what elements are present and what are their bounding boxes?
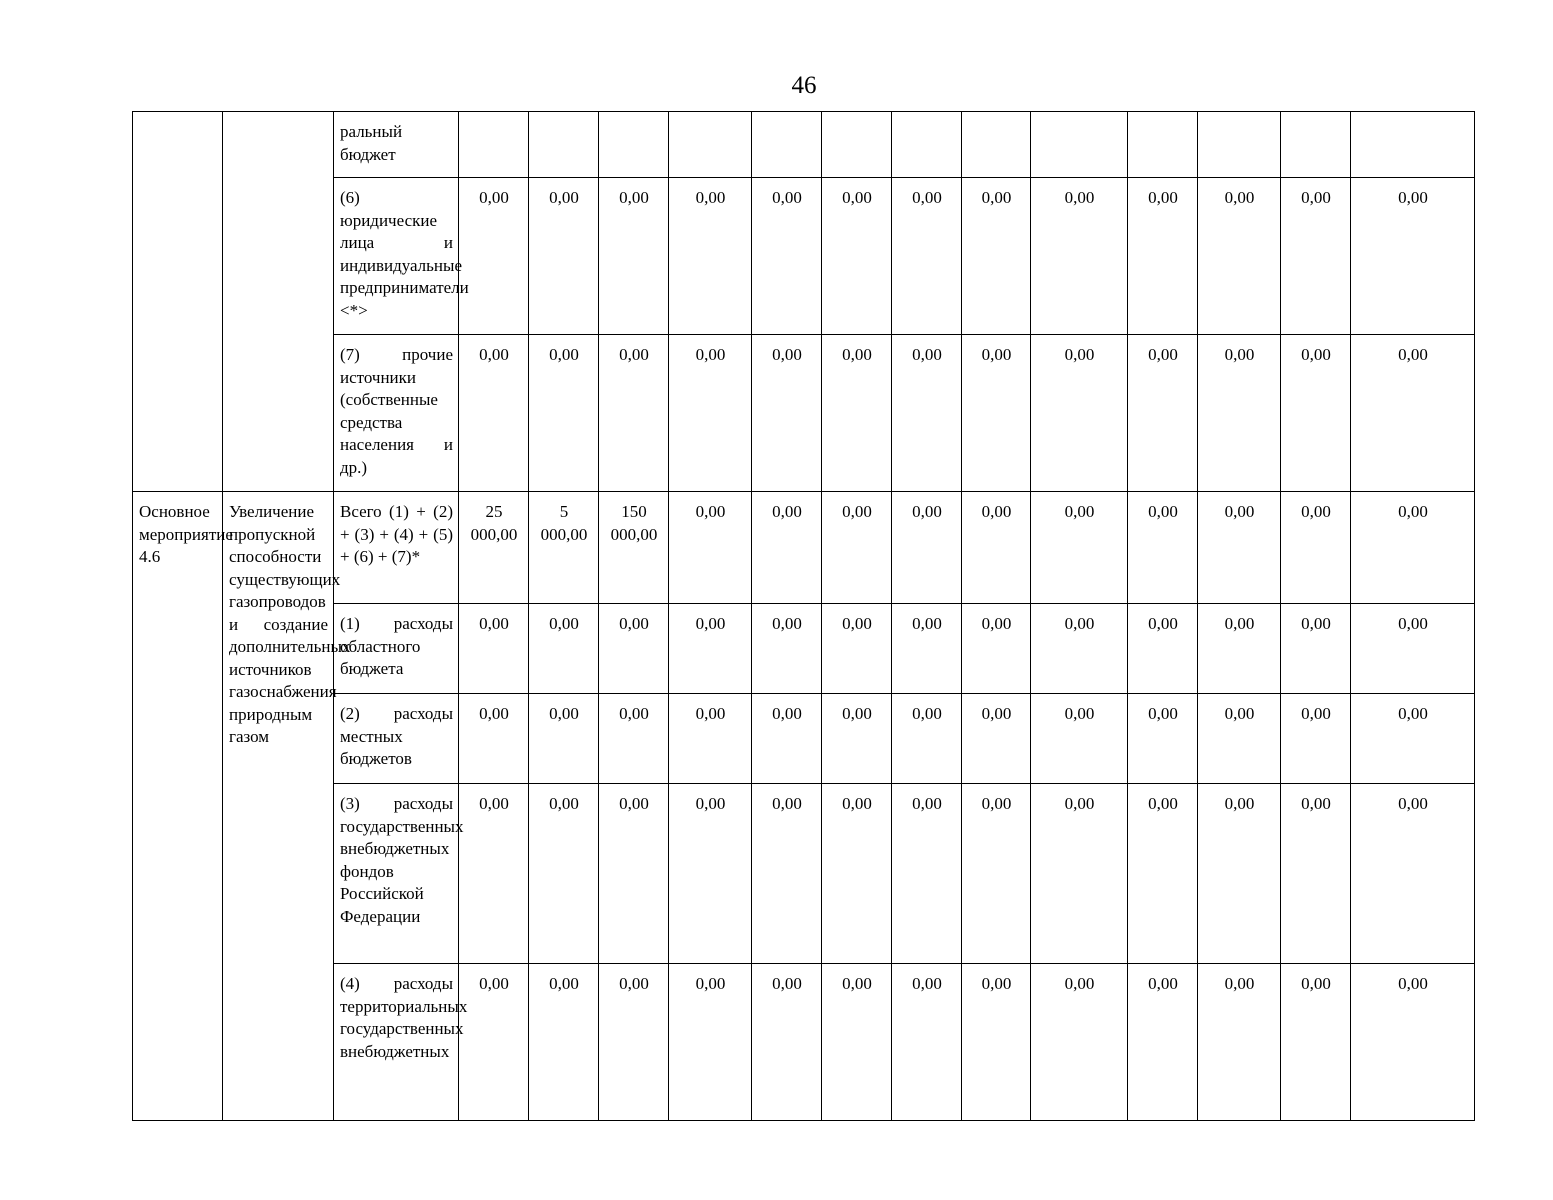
value-cell	[892, 112, 962, 178]
value-cell	[1351, 112, 1475, 178]
value-cell: 0,00	[529, 964, 599, 1121]
value-cell: 0,00	[599, 335, 669, 492]
value-cell: 0,00	[1351, 784, 1475, 964]
value-cell: 0,00	[669, 335, 752, 492]
value-cell: 150 000,00	[599, 492, 669, 604]
value-cell: 0,00	[1198, 964, 1281, 1121]
value-cell: 0,00	[752, 964, 822, 1121]
value-cell: 0,00	[1281, 694, 1351, 784]
value-cell: 0,00	[1128, 178, 1198, 335]
value-cell: 0,00	[1281, 492, 1351, 604]
value-cell: 0,00	[962, 964, 1031, 1121]
value-cell: 0,00	[822, 964, 892, 1121]
value-cell: 0,00	[1281, 604, 1351, 694]
funding-source-cell: ральный бюджет	[334, 112, 459, 178]
value-cell: 0,00	[1198, 335, 1281, 492]
value-cell: 0,00	[1351, 694, 1475, 784]
value-cell: 0,00	[962, 694, 1031, 784]
value-cell: 0,00	[1031, 335, 1128, 492]
table-row	[133, 335, 1475, 492]
value-cell: 0,00	[752, 492, 822, 604]
value-cell: 0,00	[892, 604, 962, 694]
value-cell: 0,00	[892, 964, 962, 1121]
value-cell	[459, 112, 529, 178]
value-cell: 0,00	[1128, 694, 1198, 784]
funding-source-cell: (1) расходы областного бюджета	[334, 604, 459, 694]
value-cell: 0,00	[669, 784, 752, 964]
value-cell: 0,00	[1031, 784, 1128, 964]
value-cell: 0,00	[1281, 784, 1351, 964]
value-cell	[529, 112, 599, 178]
value-cell: 0,00	[459, 784, 529, 964]
value-cell: 0,00	[529, 335, 599, 492]
value-cell: 0,00	[599, 964, 669, 1121]
value-cell: 0,00	[669, 178, 752, 335]
value-cell: 0,00	[1281, 964, 1351, 1121]
value-cell: 0,00	[752, 335, 822, 492]
value-cell: 0,00	[962, 335, 1031, 492]
value-cell	[1128, 112, 1198, 178]
value-cell: 0,00	[459, 694, 529, 784]
budget-table	[132, 111, 1475, 1121]
value-cell: 0,00	[1351, 964, 1475, 1121]
value-cell: 0,00	[1128, 604, 1198, 694]
table-row	[133, 112, 1475, 178]
value-cell: 0,00	[892, 178, 962, 335]
value-cell: 0,00	[822, 335, 892, 492]
value-cell: 0,00	[752, 784, 822, 964]
value-cell: 0,00	[962, 604, 1031, 694]
value-cell	[1198, 112, 1281, 178]
value-cell: 0,00	[1031, 604, 1128, 694]
measure-code-cell: Основное мероприятие 4.6	[133, 492, 223, 1121]
value-cell: 0,00	[599, 604, 669, 694]
measure-name-cell	[223, 112, 334, 492]
value-cell: 0,00	[1351, 178, 1475, 335]
funding-source-cell: (7) прочие источники (собственные средства населения и др.)	[334, 335, 459, 492]
value-cell: 0,00	[1198, 784, 1281, 964]
value-cell	[669, 112, 752, 178]
value-cell: 0,00	[1031, 694, 1128, 784]
page-number: 46	[791, 72, 817, 99]
value-cell	[962, 112, 1031, 178]
value-cell: 0,00	[529, 604, 599, 694]
value-cell: 0,00	[599, 178, 669, 335]
value-cell: 0,00	[1031, 964, 1128, 1121]
value-cell	[599, 112, 669, 178]
value-cell: 0,00	[1031, 492, 1128, 604]
value-cell: 0,00	[669, 964, 752, 1121]
funding-source-cell: (3) расходы государственных внебюджетных фондов Российской Федерации	[334, 784, 459, 964]
value-cell: 0,00	[669, 492, 752, 604]
value-cell: 0,00	[1351, 335, 1475, 492]
value-cell: 0,00	[1128, 492, 1198, 604]
value-cell: 0,00	[752, 604, 822, 694]
table-row	[133, 492, 1475, 604]
value-cell: 0,00	[1198, 694, 1281, 784]
value-cell: 0,00	[529, 784, 599, 964]
funding-source-cell: (4) расходы территориальных государственных внебюджетных	[334, 964, 459, 1121]
value-cell: 0,00	[1351, 492, 1475, 604]
value-cell: 0,00	[1281, 178, 1351, 335]
value-cell: 0,00	[822, 784, 892, 964]
value-cell: 0,00	[459, 604, 529, 694]
funding-source-cell: Всего (1) + (2) + (3) + (4) + (5) + (6) + (7)*	[334, 492, 459, 604]
value-cell: 25 000,00	[459, 492, 529, 604]
value-cell: 0,00	[459, 964, 529, 1121]
value-cell: 0,00	[599, 694, 669, 784]
value-cell: 0,00	[1281, 335, 1351, 492]
value-cell: 0,00	[1128, 964, 1198, 1121]
value-cell	[752, 112, 822, 178]
value-cell: 5 000,00	[529, 492, 599, 604]
funding-source-cell: (2) расходы местных бюджетов	[334, 694, 459, 784]
value-cell: 0,00	[822, 604, 892, 694]
value-cell	[822, 112, 892, 178]
value-cell: 0,00	[962, 784, 1031, 964]
value-cell: 0,00	[459, 178, 529, 335]
value-cell: 0,00	[892, 335, 962, 492]
value-cell: 0,00	[752, 694, 822, 784]
funding-source-cell: (6) юридические лица и индивидуальные предприниматели <*>	[334, 178, 459, 335]
table-row	[133, 964, 1475, 1121]
value-cell: 0,00	[892, 784, 962, 964]
value-cell	[1031, 112, 1128, 178]
table-row	[133, 178, 1475, 335]
value-cell: 0,00	[669, 604, 752, 694]
value-cell: 0,00	[599, 784, 669, 964]
value-cell: 0,00	[529, 694, 599, 784]
value-cell: 0,00	[669, 694, 752, 784]
value-cell: 0,00	[1351, 604, 1475, 694]
value-cell: 0,00	[1198, 178, 1281, 335]
value-cell: 0,00	[892, 492, 962, 604]
value-cell: 0,00	[1128, 784, 1198, 964]
value-cell: 0,00	[529, 178, 599, 335]
value-cell: 0,00	[822, 492, 892, 604]
value-cell: 0,00	[1128, 335, 1198, 492]
table-row	[133, 784, 1475, 964]
value-cell: 0,00	[752, 178, 822, 335]
value-cell: 0,00	[459, 335, 529, 492]
value-cell: 0,00	[1031, 178, 1128, 335]
value-cell: 0,00	[1198, 492, 1281, 604]
value-cell: 0,00	[892, 694, 962, 784]
value-cell: 0,00	[962, 492, 1031, 604]
value-cell: 0,00	[1198, 604, 1281, 694]
value-cell: 0,00	[822, 178, 892, 335]
value-cell	[1281, 112, 1351, 178]
value-cell: 0,00	[962, 178, 1031, 335]
measure-name-cell: Увеличение пропускной способности существующих газопроводов и создание дополнительных источников газоснабжения природным газом	[223, 492, 334, 1121]
measure-code-cell	[133, 112, 223, 492]
table-row	[133, 694, 1475, 784]
value-cell: 0,00	[822, 694, 892, 784]
